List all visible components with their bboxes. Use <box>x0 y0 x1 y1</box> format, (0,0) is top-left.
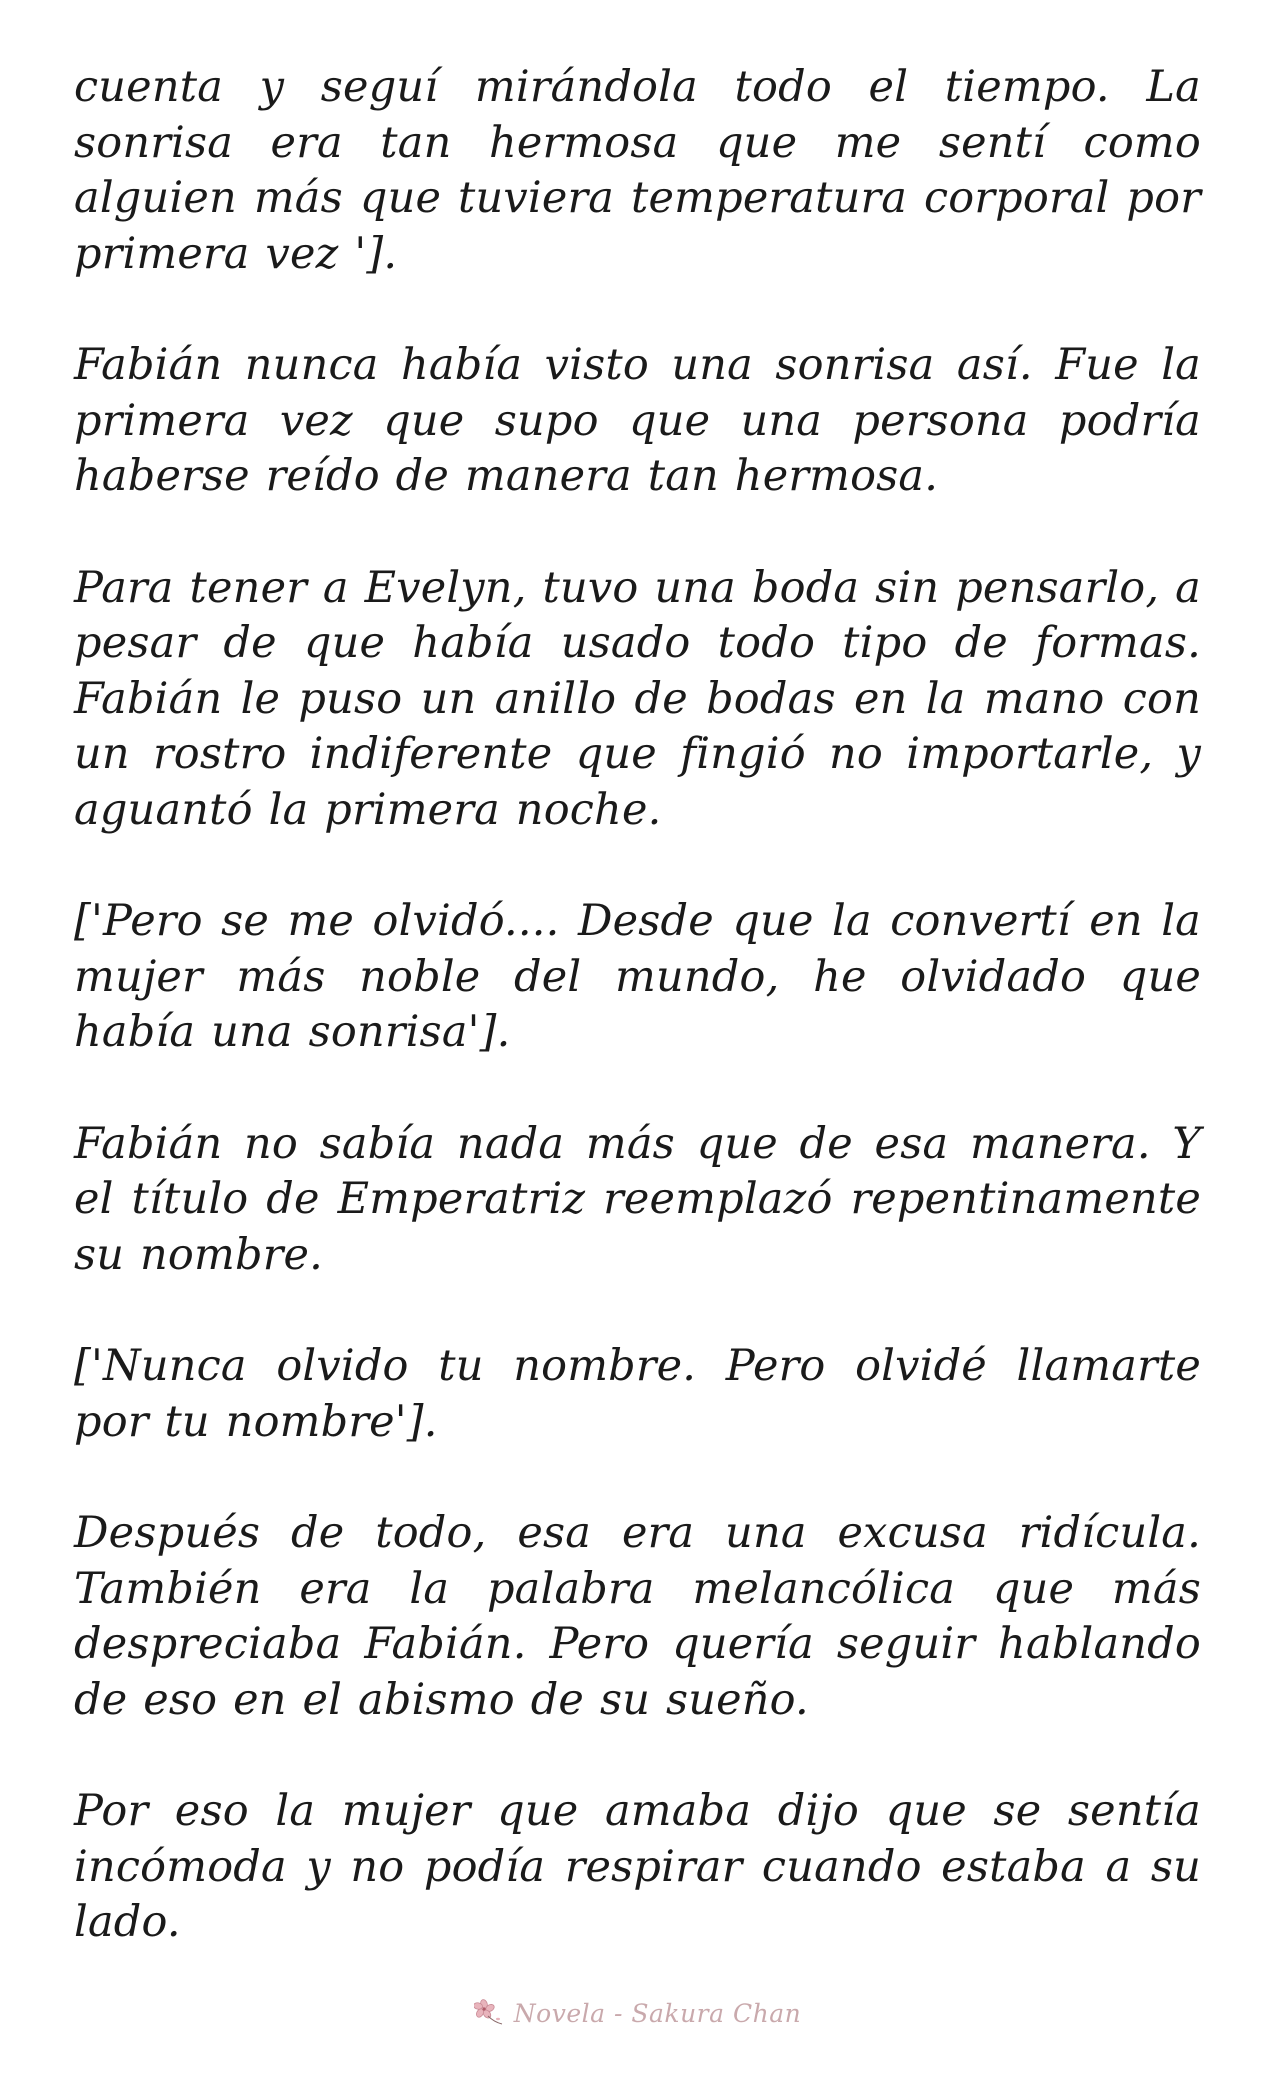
paragraph-3: Para tener a Evelyn, tuvo una boda sin pensarlo, a pesar de que había usado todo tipo de formas. Fabián le puso un anillo de bodas en la mano con un rostro indiferente que fingió no importarle, y aguantó la primera noche. <box>74 562 1201 835</box>
paragraph-5: Fabián no sabía nada más que de esa manera. Y el título de Emperatriz reemplazó repentinamente su nombre. <box>74 1118 1201 1280</box>
paragraph-7: Después de todo, esa era una excusa ridícula. También era la palabra melancólica que más despreciaba Fabián. Pero quería seguir hablando de eso en el abismo de su sueño. <box>74 1508 1201 1725</box>
paragraph-4: ['Pero se me olvidó.... Desde que la convertí en la mujer más noble del mundo, he olvidado que había una sonrisa']. <box>74 896 1201 1057</box>
paragraph-6: ['Nunca olvido tu nombre. Pero olvidé llamarte por tu nombre']. <box>74 1341 1201 1447</box>
watermark <box>0 1998 1275 2028</box>
paragraph-8: Por eso la mujer que amaba dijo que se sentía incómoda y no podía respirar cuando estaba a su lado. <box>74 1786 1201 1947</box>
document-body <box>74 60 1201 2007</box>
watermark-text: Novela - Sakura Chan <box>513 1998 802 2028</box>
paragraph-2: Fabián nunca había visto una sonrisa así. Fue la primera vez que supo que una persona podría haberse reído de manera tan hermosa. <box>74 340 1201 501</box>
sakura-flower-icon <box>474 1998 508 2028</box>
paragraph-1: cuenta y seguí mirándola todo el tiempo. La sonrisa era tan hermosa que me sentí como alguien más que tuviera temperatura corporal por primera vez ']. <box>74 62 1201 279</box>
